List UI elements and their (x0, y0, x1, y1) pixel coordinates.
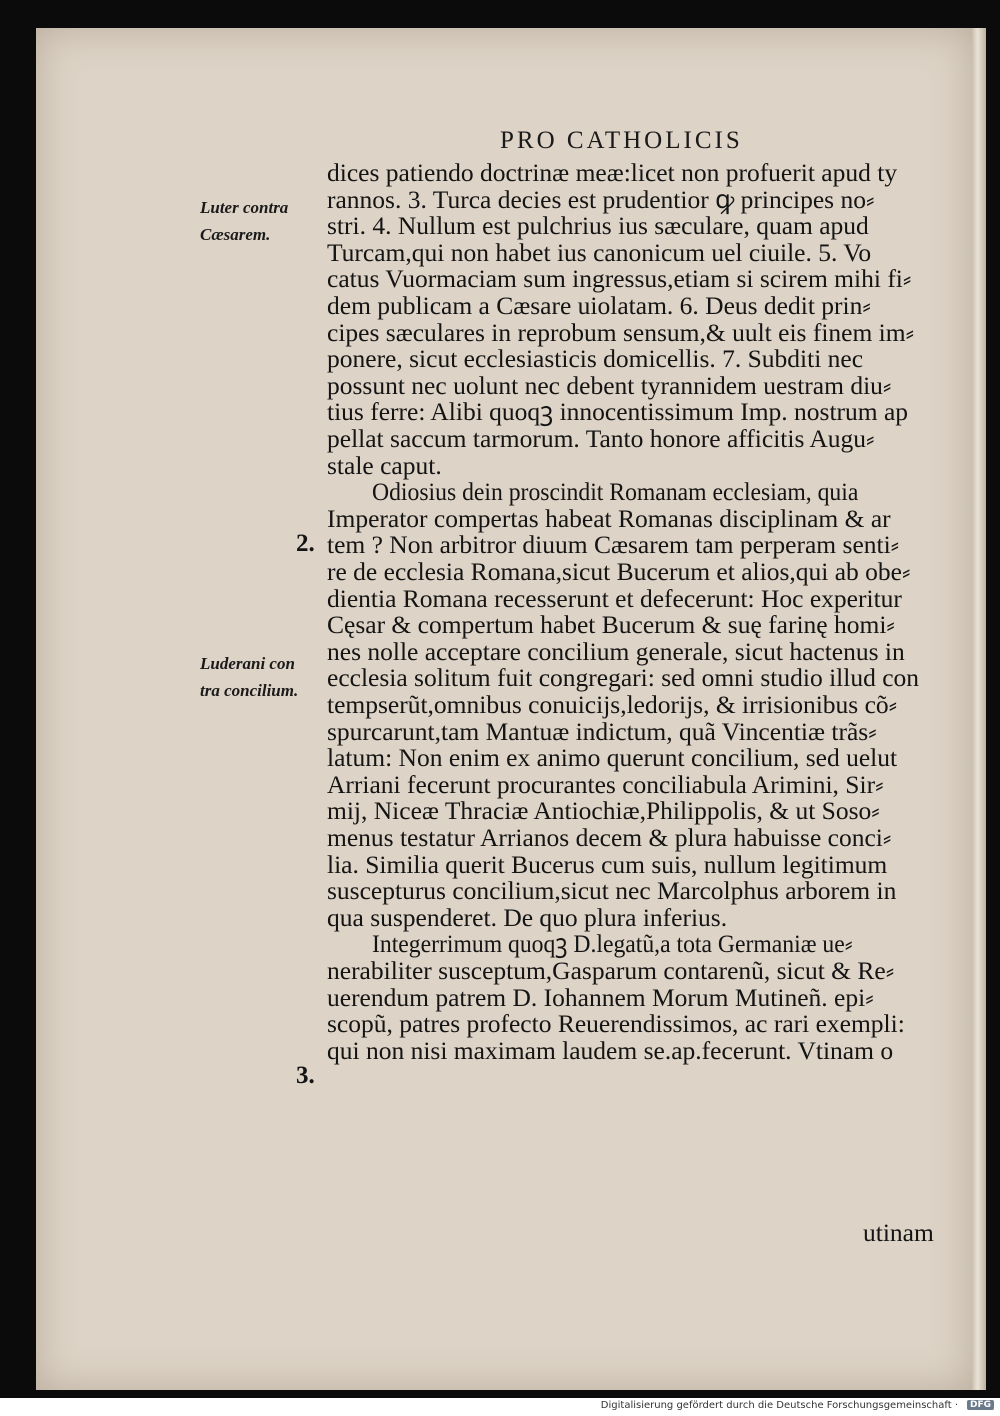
text-line: lia. Similia querit Bucerus cum suis, nullum legitimum (327, 849, 888, 879)
margin-note-luter-line1: Luter contra (200, 198, 289, 217)
text-line: rannos. 3. Turca decies est prudentior ꝙ principes no⸗ (327, 184, 875, 214)
running-header: PRO CATHOLICIS (500, 127, 743, 154)
text-line: ponere, sicut ecclesiasticis domicellis. 7. Subditi nec (327, 344, 864, 374)
text-line: Odiosius dein proscindit Romanam ecclesiam, quia (372, 477, 859, 507)
text-line: mij, Niceæ Thraciæ Antiochiæ,Philippolis, & ut Soso⸗ (327, 796, 880, 826)
text-line: pellat saccum tarmorum. Tanto honore afficitis Augu⸗ (327, 424, 875, 453)
text-line: possunt nec uolunt nec debent tyrannidem uestram diu⸗ (327, 370, 892, 400)
text-line: tius ferre: Alibi quoqꝫ innocentissimum Imp. nostrum ap (327, 397, 909, 427)
text-line: stri. 4. Nullum est pulchrius ius sæculare, quam apud (327, 211, 869, 241)
text-line: catus Vuormaciam sum ingressus,etiam si scirem mihi fi⸗ (327, 264, 912, 294)
page-edge (972, 28, 986, 1390)
text-line: scopũ, patres profecto Reuerendissimos, ac rari exempli: (327, 1009, 905, 1039)
margin-note-luderani-line1: Luderani con (200, 654, 295, 673)
text-line: qua suspenderet. De quo plura inferius. (327, 902, 728, 932)
margin-note-luderani-line2: tra concilium. (200, 681, 299, 700)
text-line: qui non nisi maximam laudem se.ap.fecerunt. Vtinam o (327, 1035, 894, 1065)
text-line: spurcarunt,tam Mantuæ indictum, quã Vincentiæ trãs⸗ (327, 716, 877, 746)
text-line: Cęsar & compertum habet Bucerum & suę farinę homi⸗ (327, 610, 895, 640)
text-line: Imperator compertas habeat Romanas disciplinam & ar (327, 503, 891, 533)
text-line: uerendum patrem D. Iohannem Morum Mutineñ. epi⸗ (327, 982, 874, 1012)
text-line: re de ecclesia Romana,sicut Bucerum et alios,qui ab obe⸗ (327, 557, 911, 586)
text-line: Integerrimum quoqꝫ D.legatũ,a tota Germaniæ ue⸗ (372, 929, 853, 959)
text-line: latum: Non enim ex animo querunt concilium, sed uelut (327, 743, 898, 773)
catchword: utinam (863, 1218, 934, 1247)
text-line: nes nolle acceptare concilium generale, sicut hactenus in (327, 636, 905, 666)
text-line: cipes sæculares in reprobum sensum,& uult eis finem im⸗ (327, 317, 915, 347)
dfg-logo: DFG (967, 1400, 994, 1410)
text-line: Arriani fecerunt procurantes conciliabula Arimini, Sir⸗ (327, 769, 884, 799)
margin-note-luter-line2: Cæsarem. (200, 225, 271, 244)
text-line: ecclesia solitum fuit congregari: sed omni studio illud con (327, 663, 920, 693)
text-line: dientia Romana recesserunt et defecerunt: Hoc experitur (327, 583, 902, 613)
text-line: dices patiendo doctrinæ meæ:licet non profuerit apud ty (327, 158, 898, 187)
section-number-3: 3. (296, 1062, 315, 1089)
text-line: dem publicam a Cæsare uiolatam. 6. Deus dedit prin⸗ (327, 291, 871, 320)
text-line: nerabiliter susceptum,Gasparum contarenũ, sicut & Re⸗ (327, 956, 895, 985)
text-line: stale caput. (327, 450, 442, 480)
section-number-2: 2. (296, 530, 315, 557)
text-line: Turcam,qui non habet ius canonicum uel ciuile. 5. Vo (327, 237, 872, 267)
text-line: tempserũt,omnibus conuicijs,ledorijs, & irrisionibus cõ⸗ (327, 690, 898, 719)
text-line: menus testatur Arrianos decem & plura habuisse conci⸗ (327, 823, 892, 852)
footer-credit: Digitalisierung gefördert durch die Deutsche Forschungsgemeinschaft · (600, 1400, 958, 1411)
text-line: tem ? Non arbitror diuum Cæsarem tam perperam senti⸗ (327, 530, 900, 560)
text-line: suscepturus concilium,sicut nec Marcolphus arborem in (327, 876, 897, 906)
